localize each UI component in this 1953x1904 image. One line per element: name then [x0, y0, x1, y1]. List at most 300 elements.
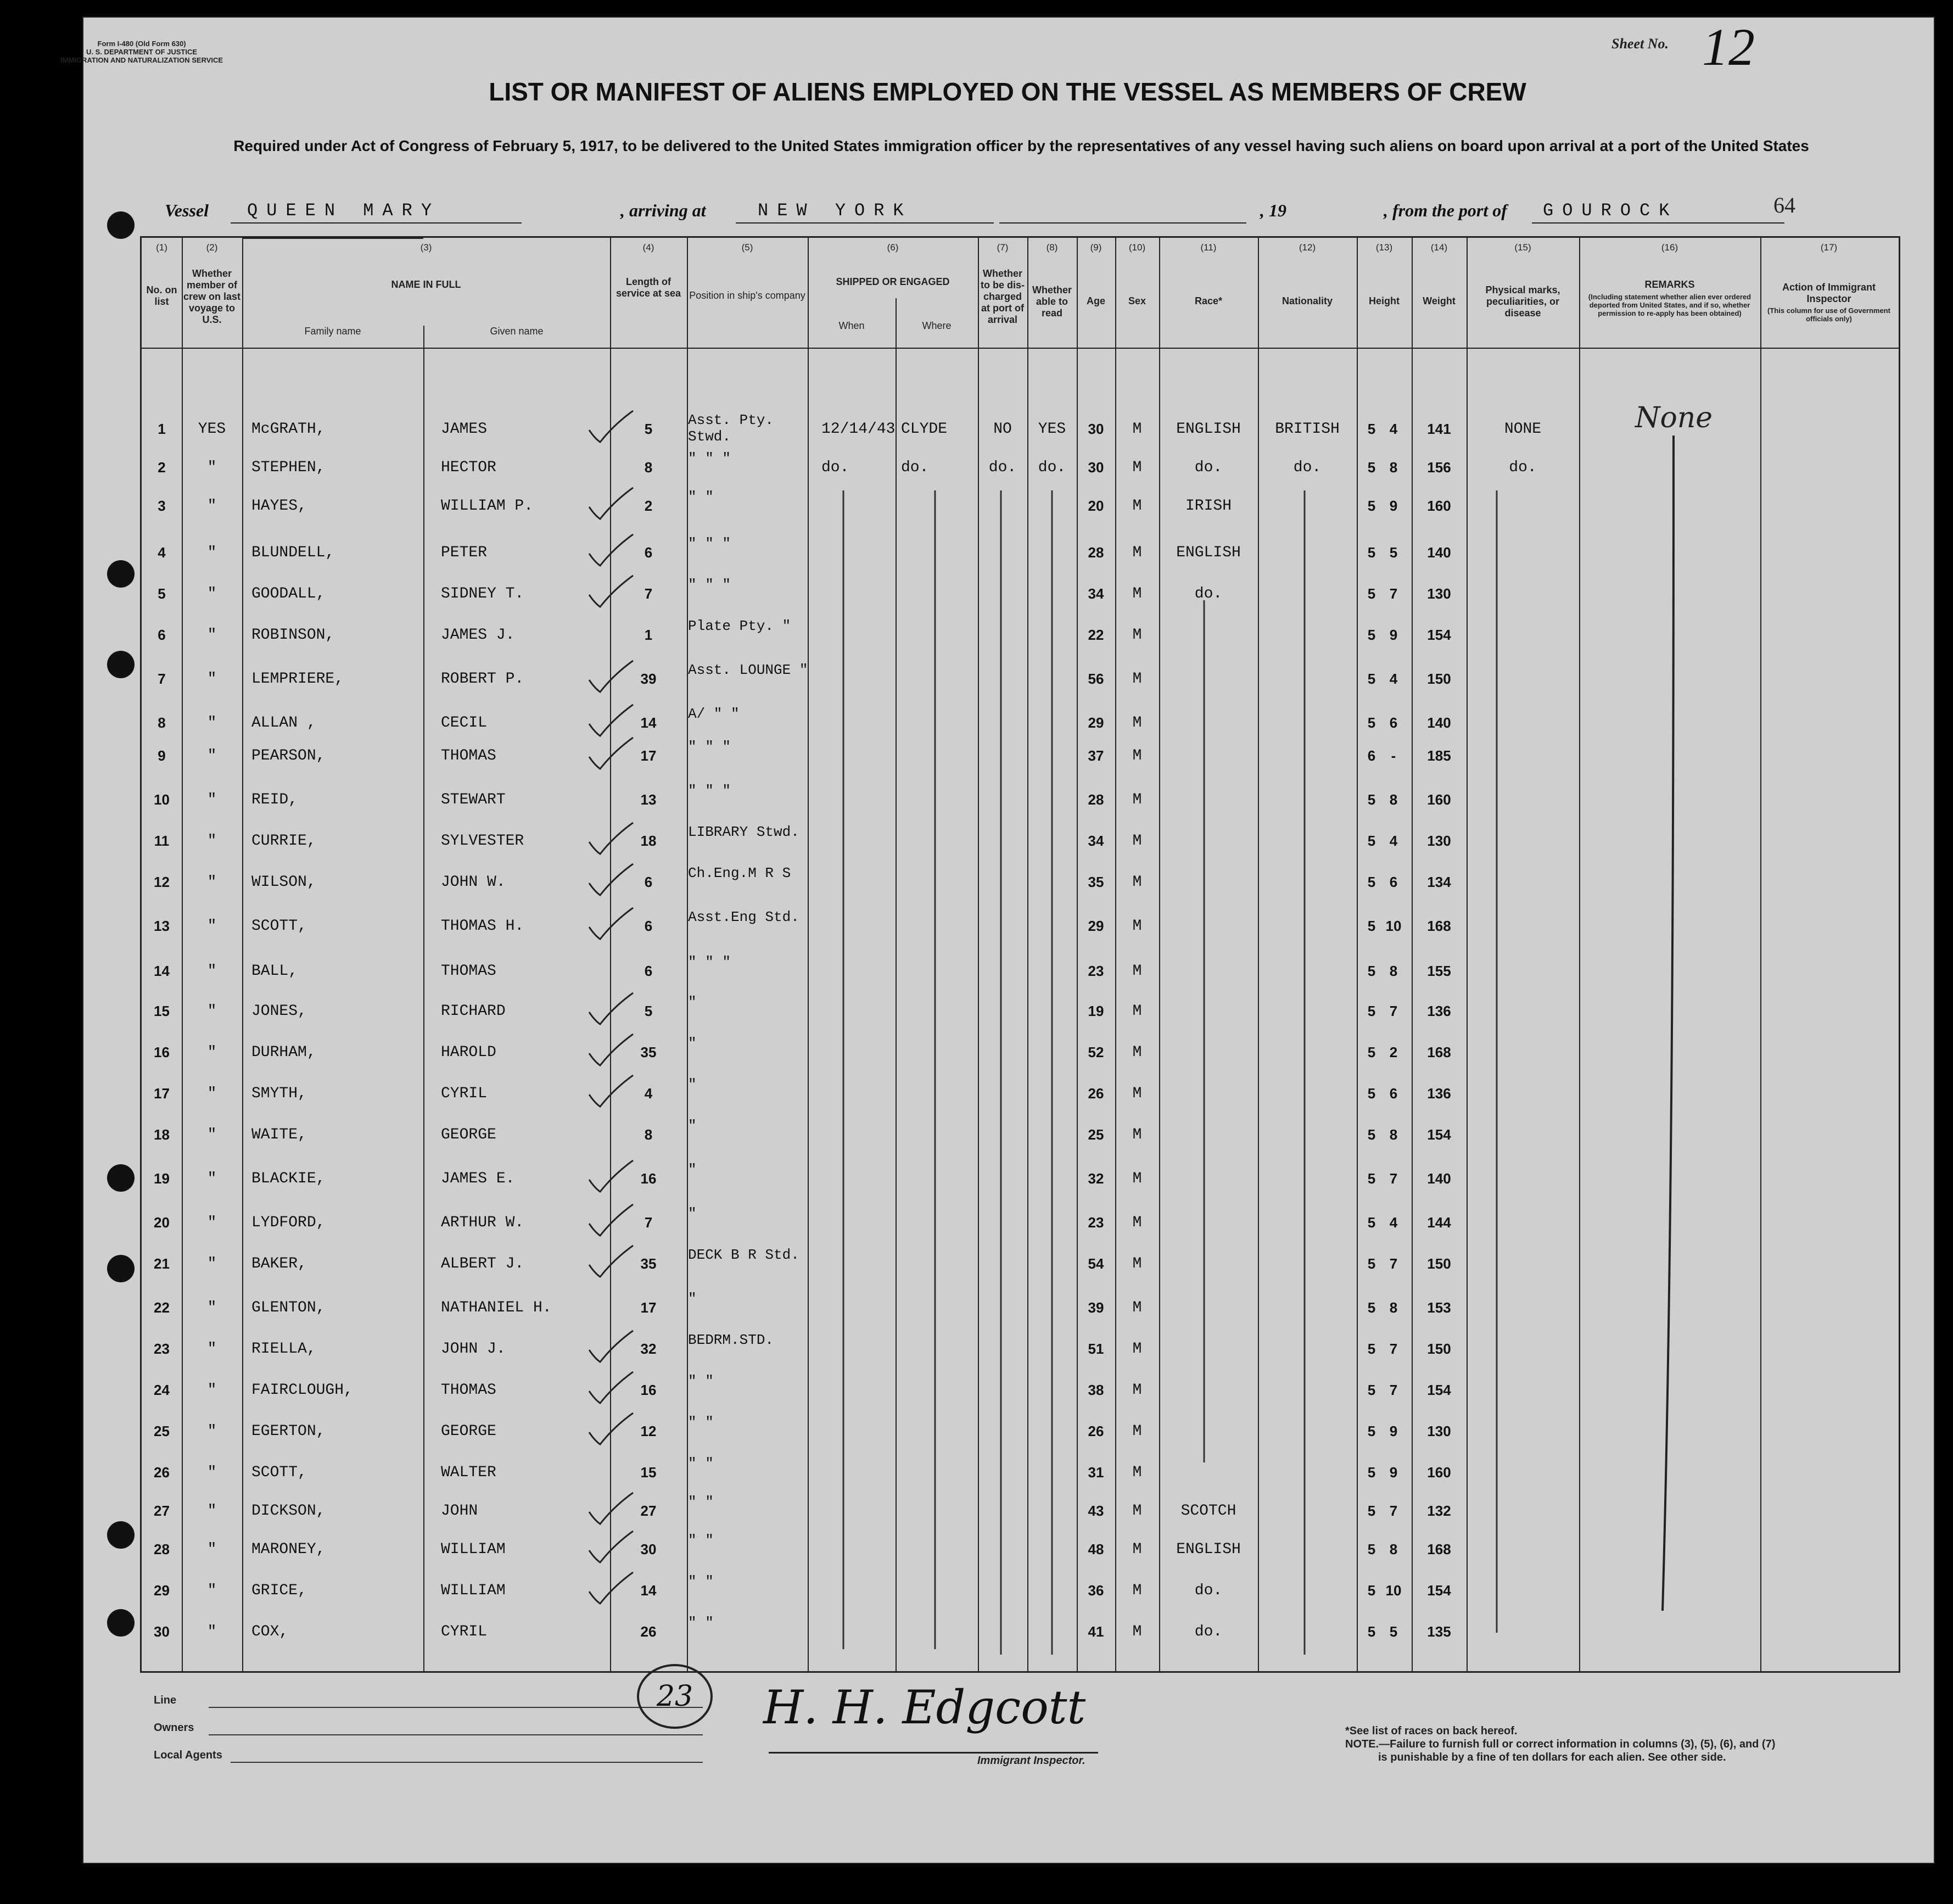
height-inches: 7	[1389, 1003, 1398, 1019]
header-height: Height	[1369, 295, 1400, 306]
given-name: THOMAS	[441, 747, 496, 764]
height-feet: 5	[1367, 1044, 1376, 1060]
weight: 150	[1427, 671, 1451, 687]
age: 19	[1088, 1003, 1104, 1019]
service-years: 6	[644, 963, 653, 979]
able-to-read: do.	[1038, 459, 1066, 476]
service-years: 30	[640, 1541, 657, 1557]
footnote-penalty: NOTE.—Failure to furnish full or correct information in columns (3), (5), (6), and (7)	[1345, 1738, 1776, 1750]
physical-marks: do.	[1509, 459, 1537, 476]
family-name: LEMPRIERE,	[251, 671, 344, 688]
prev-voyage: "	[207, 1582, 217, 1599]
nationality: BRITISH	[1275, 421, 1340, 438]
row-number: 4	[158, 544, 166, 561]
prev-voyage: "	[207, 791, 217, 808]
height-inches: 10	[1385, 918, 1402, 934]
col-number: (9)	[1090, 242, 1102, 253]
given-name: PETER	[441, 544, 488, 561]
height-inches: 7	[1389, 1255, 1398, 1272]
height-feet: 5	[1367, 498, 1376, 514]
given-name: CECIL	[441, 714, 488, 732]
age: 23	[1088, 963, 1104, 979]
height-feet: 5	[1367, 671, 1376, 687]
row-number: 27	[154, 1503, 170, 1519]
prev-voyage: "	[207, 1044, 217, 1061]
prev-voyage: "	[207, 1214, 217, 1231]
position: " "	[688, 1494, 714, 1510]
col-number: (8)	[1046, 242, 1058, 253]
footnote	[1345, 1724, 1775, 1764]
family-name: BLACKIE,	[251, 1170, 326, 1187]
header-shipped: SHIPPED OR ENGAGED	[836, 276, 950, 287]
sex: M	[1132, 963, 1142, 980]
service-years: 35	[640, 1255, 657, 1272]
sex: M	[1132, 498, 1142, 515]
height-feet: 5	[1367, 1582, 1376, 1599]
family-name: EGERTON,	[251, 1423, 326, 1440]
sex: M	[1132, 544, 1142, 561]
row-number: 9	[158, 747, 166, 764]
row-number: 2	[158, 459, 166, 476]
service-years: 8	[644, 459, 653, 476]
height-inches: 8	[1389, 459, 1398, 476]
date-blank	[999, 200, 1246, 224]
height-feet: 5	[1367, 1085, 1376, 1102]
vessel-label: Vessel	[165, 200, 209, 220]
given-name: CYRIL	[441, 1085, 488, 1102]
sex: M	[1132, 833, 1142, 850]
row-number: 22	[154, 1299, 170, 1316]
height-inches: 9	[1389, 627, 1398, 643]
physical-marks: NONE	[1504, 421, 1542, 438]
weight: 150	[1427, 1255, 1451, 1272]
header-weight: Weight	[1423, 295, 1456, 306]
age: 34	[1088, 833, 1104, 849]
race: do.	[1194, 1623, 1223, 1640]
header-no-on-list: No. on list	[146, 284, 177, 307]
position: "	[688, 1076, 697, 1093]
sex: M	[1132, 1503, 1142, 1520]
height-feet: 5	[1367, 918, 1376, 934]
age: 56	[1088, 671, 1104, 687]
height-inches: 7	[1389, 1170, 1398, 1187]
given-name: HAROLD	[441, 1044, 496, 1061]
height-feet: 5	[1367, 1255, 1376, 1272]
service-years: 6	[644, 544, 653, 561]
vessel-name: QUEEN MARY	[231, 200, 522, 224]
header-marks: Physical marks, peculiarities, or disease	[1485, 284, 1560, 319]
family-name: MARONEY,	[251, 1541, 326, 1558]
service-years: 12	[640, 1423, 657, 1439]
service-years: 7	[644, 1214, 653, 1231]
prev-voyage: "	[207, 963, 217, 980]
given-name: ARTHUR W.	[441, 1214, 524, 1231]
height-inches: 6	[1389, 714, 1398, 731]
from-port: GOUROCK	[1532, 200, 1784, 224]
row-number: 14	[154, 963, 170, 979]
service-years: 32	[640, 1341, 657, 1357]
sheet-label: Sheet No.	[1611, 36, 1669, 52]
prev-voyage: "	[207, 918, 217, 935]
weight: 140	[1427, 714, 1451, 731]
given-name: WILLIAM	[441, 1541, 506, 1558]
service-years: 8	[644, 1126, 653, 1143]
nationality: do.	[1293, 459, 1322, 476]
height-feet: 6	[1367, 747, 1376, 764]
service-years: 16	[640, 1170, 657, 1187]
height-feet: 5	[1367, 1541, 1376, 1557]
height-inches: 4	[1389, 833, 1398, 849]
height-feet: 5	[1367, 627, 1376, 643]
weight: 140	[1427, 544, 1451, 561]
service-years: 15	[640, 1464, 657, 1481]
header-service: Length of service at sea	[615, 276, 681, 299]
row-number: 6	[158, 627, 166, 643]
punch-hole	[107, 560, 135, 588]
height-inches: 2	[1389, 1044, 1398, 1060]
row-number: 7	[158, 671, 166, 687]
height-inches: 10	[1385, 1582, 1402, 1599]
sex: M	[1132, 459, 1142, 476]
weight: 154	[1427, 1382, 1451, 1398]
service-years: 5	[644, 421, 653, 437]
punch-hole	[107, 1521, 135, 1549]
weight: 153	[1427, 1299, 1451, 1316]
weight: 136	[1427, 1003, 1451, 1019]
weight: 160	[1427, 791, 1451, 808]
col-number: (12)	[1299, 242, 1316, 253]
given-name: JAMES	[441, 421, 488, 438]
sex: M	[1132, 1126, 1142, 1143]
height-inches: 9	[1389, 1464, 1398, 1481]
header-name: NAME IN FULL	[391, 279, 461, 290]
row-number: 5	[158, 585, 166, 602]
service-years: 16	[640, 1382, 657, 1398]
service-years: 26	[640, 1623, 657, 1640]
height-feet: 5	[1367, 1382, 1376, 1398]
header-prev-voyage: Whether member of crew on last voyage to U.S.	[183, 268, 241, 325]
height-inches: 5	[1389, 544, 1398, 561]
page-title: LIST OR MANIFEST OF ALIENS EMPLOYED ON THE VESSEL AS MEMBERS OF CREW	[489, 77, 1526, 106]
height-feet: 5	[1367, 544, 1376, 561]
sex: M	[1132, 671, 1142, 688]
remarks-none: None	[1635, 401, 1713, 434]
service-years: 2	[644, 498, 653, 514]
family-name: SCOTT,	[251, 1464, 307, 1481]
race: do.	[1194, 1582, 1223, 1599]
family-name: DICKSON,	[251, 1503, 326, 1520]
col-number: (13)	[1375, 242, 1393, 253]
height-feet: 5	[1367, 1464, 1376, 1481]
footer-line-label: Line	[154, 1694, 177, 1706]
age: 41	[1088, 1623, 1104, 1640]
given-name: RICHARD	[441, 1003, 506, 1020]
family-name: ROBINSON,	[251, 627, 335, 644]
prev-voyage: "	[207, 585, 217, 602]
service-years: 4	[644, 1085, 653, 1102]
given-name: JAMES E.	[441, 1170, 515, 1187]
weight: 144	[1427, 1214, 1451, 1231]
position: " "	[688, 1615, 714, 1631]
age: 48	[1088, 1541, 1104, 1557]
position: A/ " "	[688, 706, 740, 722]
punch-hole	[107, 651, 135, 678]
header-race: Race*	[1194, 295, 1223, 306]
position: DECK B R Std.	[688, 1247, 799, 1263]
race: ENGLISH	[1176, 421, 1241, 438]
height-inches: 8	[1389, 1126, 1398, 1143]
age: 30	[1088, 459, 1104, 476]
family-name: DURHAM,	[251, 1044, 316, 1061]
form-line: IMMIGRATION AND NATURALIZATION SERVICE	[60, 56, 223, 64]
family-name: FAIRCLOUGH,	[251, 1382, 353, 1399]
given-name: SYLVESTER	[441, 833, 524, 850]
height-inches: 5	[1389, 1623, 1398, 1640]
race: do.	[1194, 459, 1223, 476]
position: " "	[688, 1532, 714, 1549]
position: "	[688, 1291, 697, 1307]
sex: M	[1132, 421, 1142, 438]
age: 51	[1088, 1341, 1104, 1357]
prev-voyage: "	[207, 1255, 217, 1272]
given-name: ALBERT J.	[441, 1255, 524, 1272]
age: 23	[1088, 1214, 1104, 1231]
family-name: REID,	[251, 791, 298, 808]
arriving-port: NEW YORK	[736, 200, 994, 224]
sex: M	[1132, 1255, 1142, 1272]
row-number: 30	[154, 1623, 170, 1640]
weight: 154	[1427, 1582, 1451, 1599]
header-nationality: Nationality	[1282, 295, 1333, 306]
footnote-races: *See list of races on back hereof.	[1345, 1725, 1518, 1737]
row-number: 1	[158, 421, 166, 437]
form-line: Form I-480 (Old Form 630)	[97, 40, 186, 48]
position: Asst. LOUNGE "	[688, 662, 808, 678]
footnote-penalty-cont: is punishable by a fine of ten dollars for each alien. See other side.	[1378, 1751, 1726, 1763]
height-inches: -	[1391, 747, 1396, 764]
position: " " "	[688, 954, 731, 970]
sex: M	[1132, 585, 1142, 602]
age: 43	[1088, 1503, 1104, 1519]
service-years: 17	[640, 1299, 657, 1316]
race: ENGLISH	[1176, 1541, 1241, 1558]
prev-voyage: "	[207, 1003, 217, 1020]
sex: M	[1132, 1044, 1142, 1061]
row-number: 26	[154, 1464, 170, 1481]
family-name: STEPHEN,	[251, 459, 326, 476]
age: 52	[1088, 1044, 1104, 1060]
given-name: GEORGE	[441, 1126, 496, 1143]
position: " " "	[688, 783, 731, 799]
height-feet: 5	[1367, 585, 1376, 602]
header-action: Action of Immigrant Inspector	[1782, 282, 1876, 304]
given-name: NATHANIEL H.	[441, 1299, 552, 1316]
sex: M	[1132, 627, 1142, 644]
given-name: JOHN W.	[441, 874, 506, 891]
height-feet: 5	[1367, 1299, 1376, 1316]
height-feet: 5	[1367, 1170, 1376, 1187]
service-years: 27	[640, 1503, 657, 1519]
sex: M	[1132, 1341, 1142, 1358]
service-years: 18	[640, 833, 657, 849]
given-name: CYRIL	[441, 1623, 488, 1640]
header-position: Position in ship's company	[689, 290, 805, 301]
family-name: JONES,	[251, 1003, 307, 1020]
height-inches: 9	[1389, 1423, 1398, 1439]
sex: M	[1132, 1582, 1142, 1599]
sex: M	[1132, 1464, 1142, 1481]
sex: M	[1132, 1003, 1142, 1020]
weight: 134	[1427, 874, 1451, 890]
prev-voyage: "	[207, 1541, 217, 1558]
col-number: (6)	[887, 242, 899, 253]
given-name: WALTER	[441, 1464, 496, 1481]
position: Asst.Eng Std.	[688, 909, 799, 925]
sex: M	[1132, 747, 1142, 764]
prev-voyage: "	[207, 1085, 217, 1102]
row-number: 17	[154, 1085, 170, 1102]
col-number: (16)	[1661, 242, 1678, 253]
height-feet: 5	[1367, 1623, 1376, 1640]
family-name: GOODALL,	[251, 585, 326, 602]
position: " "	[688, 1573, 714, 1590]
given-name: JAMES J.	[441, 627, 515, 644]
given-name: THOMAS	[441, 963, 496, 980]
row-number: 23	[154, 1341, 170, 1357]
position: "	[688, 1205, 697, 1222]
discharged: NO	[993, 421, 1012, 438]
age: 28	[1088, 544, 1104, 561]
shipped-where: CLYDE	[901, 421, 948, 438]
family-name: CURRIE,	[251, 833, 316, 850]
row-number: 19	[154, 1170, 170, 1187]
prev-voyage: "	[207, 714, 217, 732]
header-when: When	[838, 320, 865, 331]
family-name: SCOTT,	[251, 918, 307, 935]
height-feet: 5	[1367, 459, 1376, 476]
height-feet: 5	[1367, 791, 1376, 808]
weight: 156	[1427, 459, 1451, 476]
prev-voyage: "	[207, 1423, 217, 1440]
col-number: (4)	[642, 242, 654, 253]
given-name: WILLIAM P.	[441, 498, 534, 515]
row-number: 25	[154, 1423, 170, 1439]
family-name: HAYES,	[251, 498, 307, 515]
weight: 141	[1427, 421, 1451, 437]
sex: M	[1132, 1623, 1142, 1640]
col-number: (14)	[1430, 242, 1448, 253]
from-label: , from the port of	[1384, 200, 1507, 220]
height-feet: 5	[1367, 1341, 1376, 1357]
given-name: THOMAS	[441, 1382, 496, 1399]
family-name: WAITE,	[251, 1126, 307, 1143]
sheet-number: 12	[1702, 18, 1755, 76]
age: 36	[1088, 1582, 1104, 1599]
prev-voyage: "	[207, 833, 217, 850]
sex: M	[1132, 1214, 1142, 1231]
service-years: 1	[644, 627, 653, 643]
punch-hole	[107, 211, 135, 239]
sex: M	[1132, 791, 1142, 808]
given-name: SIDNEY T.	[441, 585, 524, 602]
service-years: 6	[644, 874, 653, 890]
header-age: Age	[1086, 295, 1105, 306]
age: 22	[1088, 627, 1104, 643]
sex: M	[1132, 1085, 1142, 1102]
col-number: (2)	[206, 242, 218, 253]
prev-voyage: "	[207, 627, 217, 644]
header-given-name: Given name	[490, 326, 544, 337]
age: 32	[1088, 1170, 1104, 1187]
height-inches: 6	[1389, 874, 1398, 890]
family-name: SMYTH,	[251, 1085, 307, 1102]
service-years: 5	[644, 1003, 653, 1019]
weight: 185	[1427, 747, 1451, 764]
height-inches: 7	[1389, 1341, 1398, 1357]
height-inches: 6	[1389, 1085, 1398, 1102]
col-number: (15)	[1514, 242, 1531, 253]
height-feet: 5	[1367, 963, 1376, 979]
prev-voyage: "	[207, 1170, 217, 1187]
col-number: (5)	[741, 242, 753, 253]
height-feet: 5	[1367, 1503, 1376, 1519]
height-inches: 7	[1389, 1503, 1398, 1519]
row-number: 8	[158, 714, 166, 731]
weight: 135	[1427, 1623, 1451, 1640]
page-subtitle: Required under Act of Congress of February 5, 1917, to be delivered to the United States immigration officer by the representatives of any vessel having such aliens on board upon arrival at a port of the United States	[233, 137, 1809, 154]
sex: M	[1132, 1541, 1142, 1558]
vessel-row	[165, 200, 1812, 228]
height-inches: 7	[1389, 1382, 1398, 1398]
height-feet: 5	[1367, 1423, 1376, 1439]
race: do.	[1194, 585, 1223, 602]
row-number: 18	[154, 1126, 170, 1143]
height-feet: 5	[1367, 1126, 1376, 1143]
prev-voyage: "	[207, 1464, 217, 1481]
height-inches: 4	[1389, 421, 1398, 437]
position: Plate Pty. "	[688, 618, 791, 634]
age: 35	[1088, 874, 1104, 890]
arriving-label: , arriving at	[620, 200, 706, 220]
header-where: Where	[922, 320, 952, 331]
row-number: 3	[158, 498, 166, 514]
position: " " "	[688, 535, 731, 552]
age: 26	[1088, 1423, 1104, 1439]
header-remarks-note: (Including statement whether alien ever ordered deported from United States, and if so, whether permission to re-apply has been obtained)	[1588, 293, 1751, 317]
col-number: (1)	[156, 242, 167, 253]
service-years: 17	[640, 747, 657, 764]
row-number: 24	[154, 1382, 170, 1398]
prev-voyage: "	[207, 544, 217, 561]
weight: 130	[1427, 585, 1451, 602]
footer-agents-label: Local Agents	[154, 1749, 222, 1761]
age: 54	[1088, 1255, 1104, 1272]
family-name: BALL,	[251, 963, 298, 980]
height-feet: 5	[1367, 874, 1376, 890]
family-name: BAKER,	[251, 1255, 307, 1272]
inspector-signature: H. H. Edgcott	[763, 1680, 1086, 1734]
sex: M	[1132, 874, 1142, 891]
family-name: LYDFORD,	[251, 1214, 326, 1231]
position: "	[688, 1035, 697, 1052]
given-name: WILLIAM	[441, 1582, 506, 1599]
height-inches: 9	[1389, 498, 1398, 514]
age: 28	[1088, 791, 1104, 808]
position: BEDRM.STD.	[688, 1332, 774, 1348]
shipped-when: 12/14/43	[821, 421, 896, 438]
weight: 130	[1427, 1423, 1451, 1439]
age: 29	[1088, 714, 1104, 731]
